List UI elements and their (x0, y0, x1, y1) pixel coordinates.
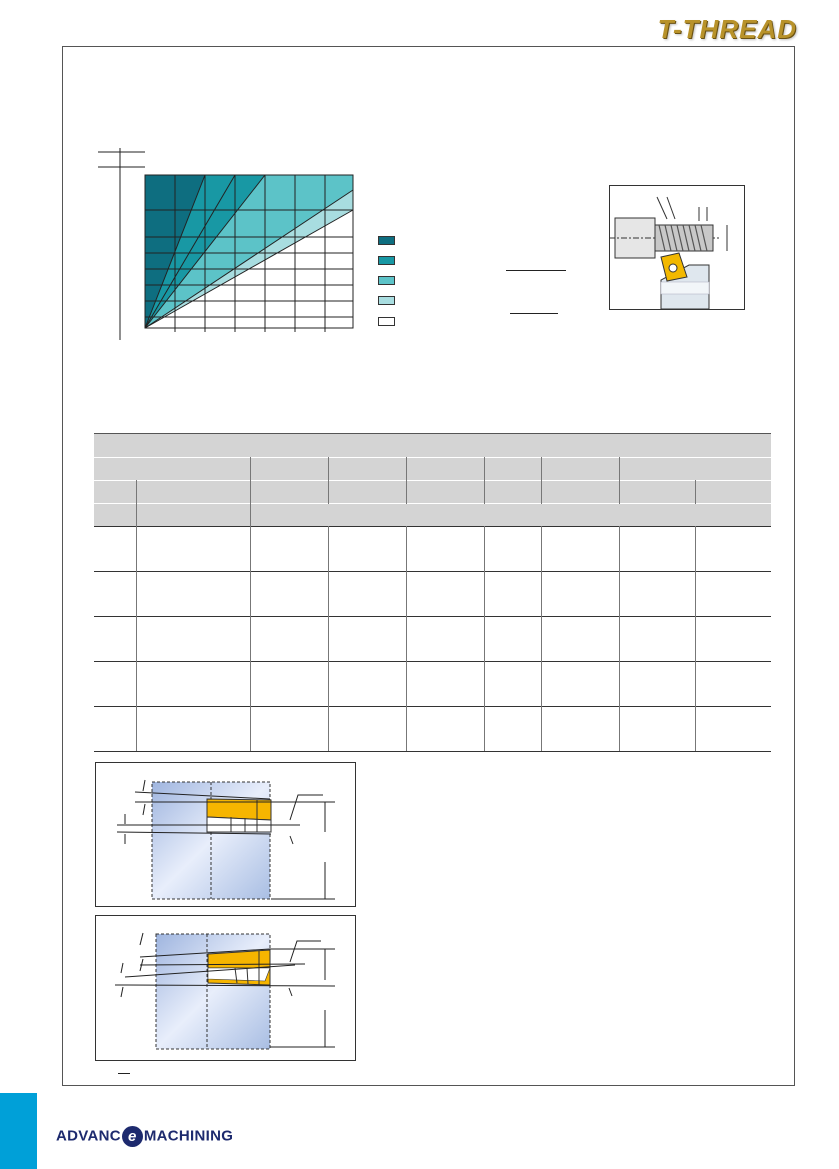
table-header-cell (136, 504, 250, 527)
table-header-cell (136, 481, 250, 504)
table-row (94, 572, 771, 617)
t-thread-logo: T-THREAD (657, 14, 797, 44)
table-header-cell (250, 481, 328, 504)
table-header-cell (250, 458, 328, 481)
logo-left-text: ADVANC (56, 1127, 121, 1145)
table-header-cell (94, 504, 136, 527)
table-header-row-1 (94, 434, 771, 458)
table-header-row-3 (94, 481, 771, 504)
table-row (94, 527, 771, 572)
selection-chart (90, 140, 370, 350)
table-row (94, 707, 771, 752)
legend-swatch-4 (378, 296, 395, 305)
table-header-row-2 (94, 458, 771, 481)
table-header-cell (328, 481, 406, 504)
table-header-cell (94, 458, 250, 481)
threading-illustration (609, 185, 745, 310)
table-header-cell (250, 504, 771, 527)
formula-fraction-1 (506, 270, 566, 271)
advance-machining-logo (56, 1126, 233, 1147)
legend-swatch-5 (378, 317, 395, 326)
table-header-cell (484, 481, 541, 504)
logo-e-icon: e (122, 1126, 143, 1147)
table-row (94, 662, 771, 707)
legend-swatch-2 (378, 256, 395, 265)
table-header-cell (541, 458, 619, 481)
table-header-row-4 (94, 504, 771, 527)
table-header-cell (541, 481, 619, 504)
footnote-mark (118, 1073, 130, 1074)
table-header-cell (328, 458, 406, 481)
insert-diagram-2 (95, 915, 356, 1061)
logo-right-text: MACHINING (143, 1127, 234, 1145)
table-row (94, 617, 771, 662)
table-header-cell (406, 481, 484, 504)
table-header-cell (94, 481, 136, 504)
table-header-cell (619, 458, 771, 481)
formula-fraction-2 (510, 313, 558, 314)
table-header-cell (695, 481, 771, 504)
table-header-cell (619, 481, 695, 504)
side-tab (0, 1093, 37, 1169)
table-header-cell (406, 458, 484, 481)
legend-swatch-3 (378, 276, 395, 285)
spec-table (94, 433, 771, 752)
table-header-cell (484, 458, 541, 481)
insert-diagram-1 (95, 762, 356, 907)
table-header-cell (94, 434, 771, 458)
legend-swatch-1 (378, 236, 395, 245)
